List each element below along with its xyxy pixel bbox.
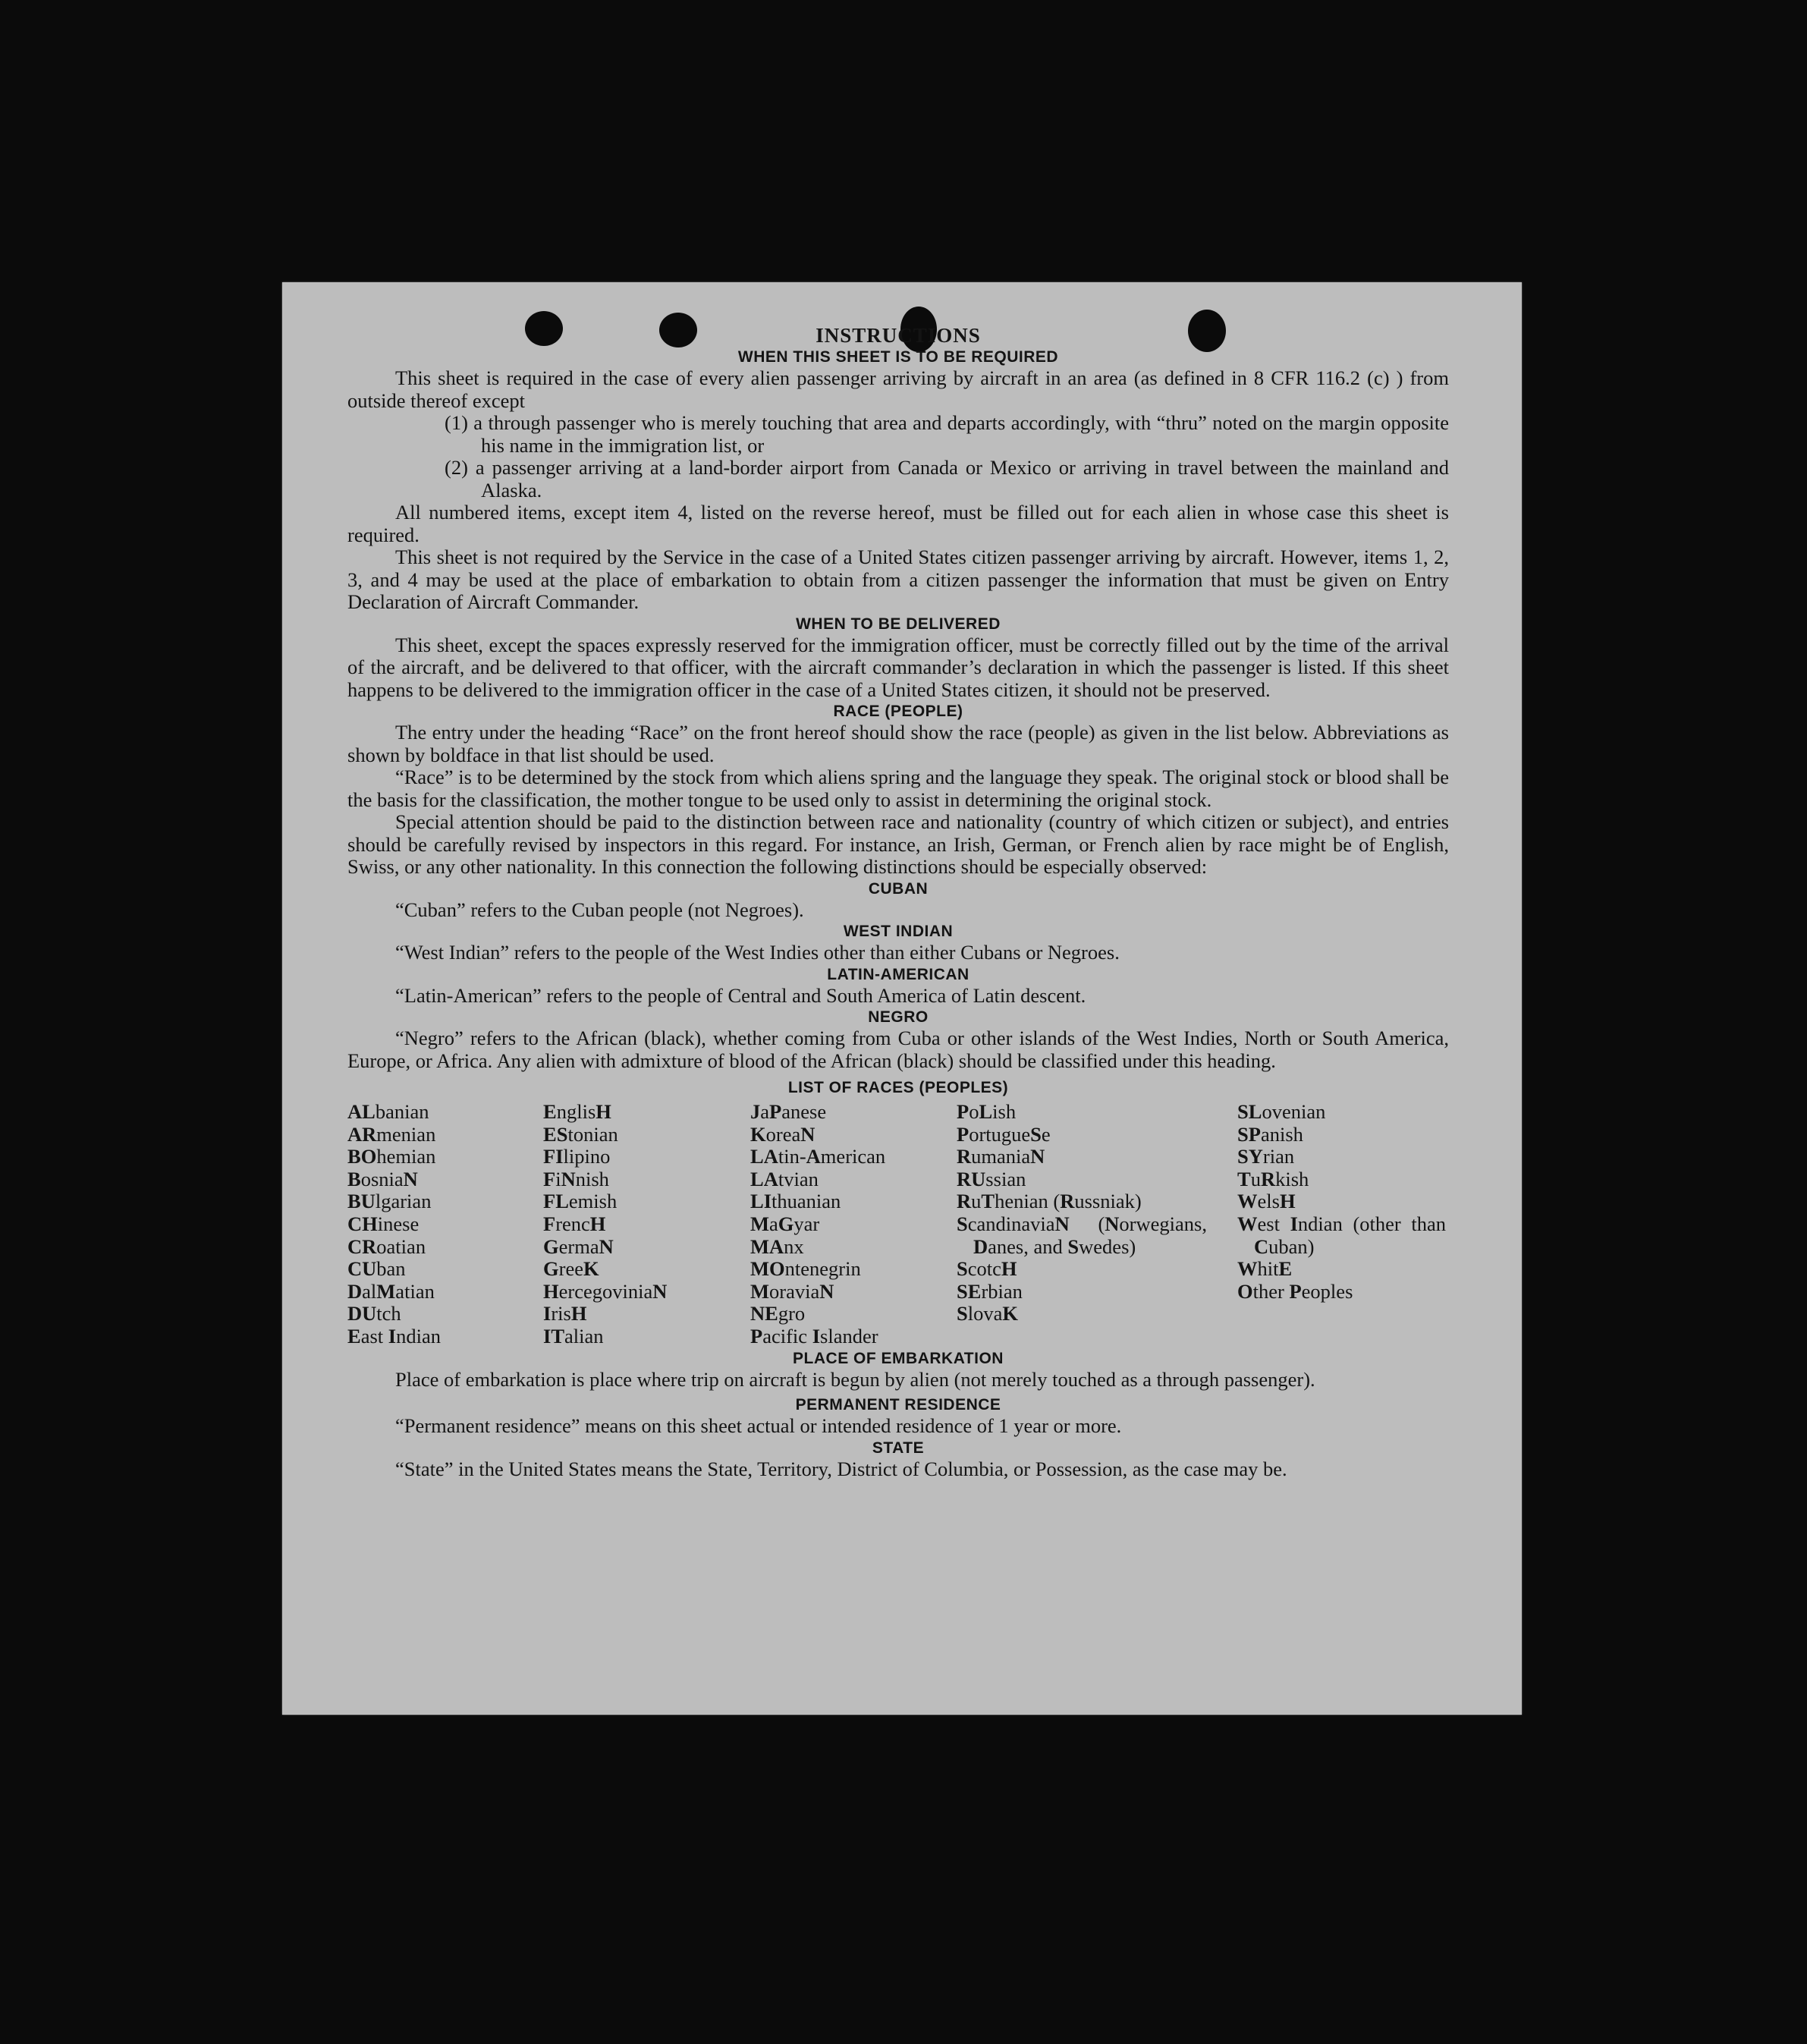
race-entry: Other Peoples	[1237, 1279, 1353, 1303]
race-entry: SErbian	[957, 1279, 1023, 1303]
race-entry: CUban	[347, 1257, 406, 1281]
section-heading: LATIN-AMERICAN	[827, 965, 969, 983]
race-entry: CRoatian	[347, 1234, 426, 1258]
section-heading: WHEN THIS SHEET IS TO BE REQUIRED	[737, 348, 1059, 366]
races-column	[1237, 1101, 1446, 1348]
section-heading: STATE	[872, 1439, 925, 1457]
race-entry: MAnx	[750, 1234, 804, 1258]
races-table	[347, 1101, 1449, 1348]
race-entry: MoraviaN	[750, 1279, 834, 1303]
section-heading: WEST INDIAN	[843, 923, 954, 940]
race-entry: LAtin-American	[750, 1145, 886, 1168]
paragraph: All numbered items, except item 4, listed on the reverse hereof, must be filled out for each alien in whose case this sheet is required.	[347, 501, 1449, 546]
list-item: (2) a passenger arriving at a land-border airport from Canada or Mexico or arriving in travel between the mainland and Alaska.	[445, 456, 1449, 502]
race-entry: MOntenegrin	[750, 1257, 861, 1281]
paragraph: This sheet is not required by the Service in the case of a United States citizen passenger arriving by aircraft. However, items 1, 2, 3, and 4 may be used at the place of embarkation to obtain from a citizen passenger the information that must be given on Entry Declaration of Aircraft Commander.	[347, 546, 1449, 613]
race-entry: TuRkish	[1237, 1167, 1309, 1190]
race-entry: RuThenian (Russniak)	[957, 1190, 1142, 1213]
race-entry: NEgro	[750, 1302, 806, 1325]
paragraph: Special attention should be paid to the distinction between race and nationality (country of which citizen or subject), and entries should be carefully revised by inspectors in this regard. For instance, an Irish, German, or French alien by race might be of English, Swiss, or any other nationality. In this connection the following distinctions should be especially observed:	[347, 810, 1449, 878]
races-column	[347, 1101, 543, 1348]
race-entry: WhitE	[1237, 1257, 1293, 1281]
paragraph: The entry under the heading “Race” on the front hereof should show the race (people) as given in the list below. Abbreviations as shown by boldface in that list should be used.	[347, 721, 1449, 766]
race-entry: CHinese	[347, 1212, 420, 1235]
race-entry: GreeK	[543, 1257, 599, 1281]
race-entry: MaGyar	[750, 1212, 820, 1235]
race-entry: DalMatian	[347, 1279, 435, 1303]
page-title: INSTRUCTIONS	[816, 324, 981, 347]
paragraph: “Negro” refers to the African (black), whether coming from Cuba or other islands of the West Indies, North or South America, Europe, or Africa. Any alien with admixture of blood of the African (black) should be classified under this heading.	[347, 1027, 1449, 1072]
race-entry: East Indian	[347, 1324, 441, 1347]
section-heading: CUBAN	[868, 879, 929, 898]
race-entry: BUlgarian	[347, 1190, 432, 1213]
race-entry: ARmenian	[347, 1122, 436, 1146]
paragraph: “State” in the United States means the State, Territory, District of Columbia, or Possession, as the case may be.	[395, 1457, 1287, 1480]
race-entry: WelsH	[1237, 1190, 1296, 1213]
section-heading: RACE (PEOPLE)	[833, 703, 963, 720]
race-entry: RumaniaN	[957, 1145, 1045, 1168]
race-entry: West Indian (other than Cuban)	[1237, 1212, 1446, 1258]
paragraph: This sheet, except the spaces expressly reserved for the immigration officer, must be correctly filled out by the time of the arrival of the aircraft, and be delivered to that officer, with the aircraft commander’s declaration in which the passenger is listed. If this sheet happens to be delivered to the immigration officer in the case of a United States citizen, it should not be preserved.	[347, 633, 1449, 701]
races-column	[750, 1101, 957, 1348]
race-entry: SYrian	[1237, 1145, 1295, 1168]
section-heading: PERMANENT RESIDENCE	[795, 1396, 1001, 1414]
race-entry: PortugueSe	[957, 1122, 1051, 1146]
section-heading: NEGRO	[868, 1008, 929, 1026]
paragraph: “Race” is to be determined by the stock from which aliens spring and the language they speak. The original stock or blood shall be the basis for the classification, the mother tongue to be used only to assist in determining the original stock.	[347, 766, 1449, 811]
race-entry: SLovenian	[1237, 1100, 1326, 1123]
paragraph: “Latin-American” refers to the people of Central and South America of Latin descent.	[395, 983, 1086, 1007]
race-entry: EStonian	[543, 1122, 618, 1146]
race-entry: Pacific Islander	[750, 1324, 878, 1347]
instructions-body	[347, 324, 1449, 1480]
list-item: (1) a through passenger who is merely touching that area and departs accordingly, with “thru” noted on the margin opposite his name in the immigration list, or	[445, 411, 1449, 457]
race-entry: ITalian	[543, 1324, 604, 1347]
race-entry: LIthuanian	[750, 1190, 841, 1213]
race-entry: EnglisH	[543, 1100, 611, 1123]
race-entry: FrencH	[543, 1212, 606, 1235]
paragraph: This sheet is required in the case of every alien passenger arriving by aircraft in an area (as defined in 8 CFR 116.2 (c) ) from outside thereof except	[347, 366, 1449, 412]
race-entry: SlovaK	[957, 1302, 1019, 1325]
section-heading: LIST OF RACES (PEOPLES)	[787, 1079, 1009, 1096]
paragraph: “Cuban” refers to the Cuban people (not Negroes).	[395, 898, 804, 921]
race-entry: ALbanian	[347, 1100, 429, 1123]
section-heading: PLACE OF EMBARKATION	[793, 1349, 1004, 1367]
race-entry: LAtvian	[750, 1167, 819, 1190]
race-entry: FiNnish	[543, 1167, 609, 1190]
races-column	[543, 1101, 750, 1348]
race-entry: SPanish	[1237, 1122, 1303, 1146]
paragraph: “West Indian” refers to the people of the West Indies other than either Cubans or Negroes.	[395, 941, 1120, 964]
race-entry: ScandinaviaN (Norwegians, Danes, and Swedes)	[957, 1212, 1207, 1258]
race-entry: BOhemian	[347, 1145, 436, 1168]
paragraph: “Permanent residence” means on this sheet actual or intended residence of 1 year or more.	[395, 1414, 1122, 1438]
race-entry: HercegoviniaN	[543, 1279, 668, 1303]
race-entry: DUtch	[347, 1302, 401, 1325]
document-page	[282, 282, 1522, 1715]
races-column	[957, 1101, 1207, 1348]
race-entry: KoreaN	[750, 1122, 816, 1146]
race-entry: RUssian	[957, 1167, 1026, 1190]
race-entry: BosniaN	[347, 1167, 418, 1190]
section-heading: WHEN TO BE DELIVERED	[796, 615, 1001, 633]
race-entry: PoLish	[957, 1100, 1017, 1123]
race-entry: FIlipino	[543, 1145, 611, 1168]
race-entry: FLemish	[543, 1190, 618, 1213]
race-entry: GermaN	[543, 1234, 614, 1258]
paragraph: Place of embarkation is place where trip on aircraft is begun by alien (not merely touched as a through passenger).	[395, 1367, 1315, 1391]
race-entry: IrisH	[543, 1302, 587, 1325]
race-entry: JaPanese	[750, 1100, 827, 1123]
race-entry: ScotcH	[957, 1257, 1017, 1281]
